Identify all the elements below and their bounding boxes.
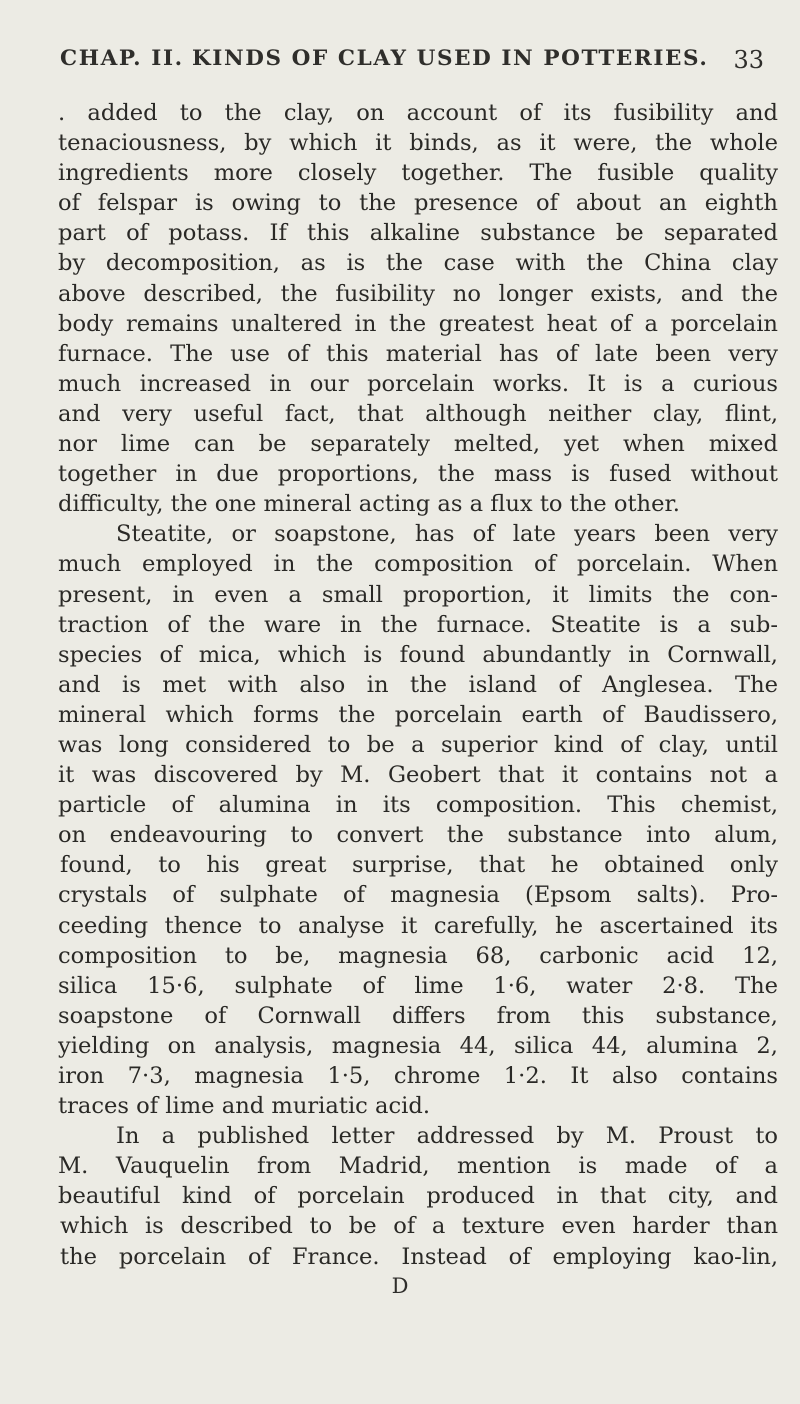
text-line: by decomposition, as is the case with the China clay [58, 250, 778, 277]
text-line: M. Vauquelin from Madrid, mention is made of a [58, 1153, 778, 1180]
chapter-label: CHAP. II. [60, 46, 184, 71]
running-head [60, 46, 770, 86]
page-number: 33 [733, 46, 764, 74]
text-line: furnace. The use of this material has of late been very [58, 340, 778, 367]
text-line: traction of the ware in the furnace. Steatite is a sub- [58, 611, 778, 638]
text-line: . added to the clay, on account of its fusibility and [58, 100, 778, 126]
text-line: of felspar is owing to the presence of about an eighth [58, 190, 778, 217]
text-line: on endeavouring to convert the substance into alum, [58, 822, 778, 849]
text-line: which is described to be of a texture even harder than [60, 1213, 778, 1240]
text-line: yielding on analysis, magnesia 44, silica 44, alumina 2, [58, 1032, 778, 1059]
body-text [58, 98, 778, 1272]
text-line: found, to his great surprise, that he obtained only [60, 852, 778, 879]
text-line: Steatite, or soapstone, has of late years been very [116, 521, 778, 548]
text-line: ceeding thence to analyse it carefully, he ascertained its [58, 912, 778, 939]
text-line: difficulty, the one mineral acting as a flux to the other. [58, 491, 680, 518]
text-line: crystals of sulphate of magnesia (Epsom salts). Pro- [58, 882, 778, 909]
text-line: much employed in the composition of porcelain. When [58, 551, 778, 578]
text-line: present, in even a small proportion, it limits the con- [58, 581, 778, 608]
text-line: traces of lime and muriatic acid. [58, 1093, 431, 1120]
text-line: and very useful fact, that although neither clay, flint, [58, 400, 778, 427]
text-line: together in due proportions, the mass is fused without [58, 461, 778, 488]
text-line: it was discovered by M. Geobert that it contains not a [58, 762, 778, 789]
text-line: mineral which forms the porcelain earth of Baudissero, [58, 701, 778, 728]
text-line: silica 15·6, sulphate of lime 1·6, water 2·8. The [58, 972, 778, 999]
text-line: was long considered to be a superior kind of clay, until [58, 731, 778, 758]
text-line: iron 7·3, magnesia 1·5, chrome 1·2. It also contains [58, 1063, 778, 1089]
signature-mark: D [391, 1274, 409, 1298]
text-line: soapstone of Cornwall differs from this substance, [58, 1002, 778, 1029]
text-line: above described, the fusibility no longer exists, and the [58, 280, 778, 307]
text-line: In a published letter addressed by M. Proust to [116, 1123, 778, 1150]
text-line: nor lime can be separately melted, yet when mixed [58, 431, 778, 458]
text-line: and is met with also in the island of Anglesea. The [58, 671, 778, 698]
text-line: beautiful kind of porcelain produced in that city, and [58, 1183, 778, 1210]
text-line: tenaciousness, by which it binds, as it were, the whole [58, 130, 778, 157]
text-line: ingredients more closely together. The fusible quality [58, 160, 778, 187]
text-line: the porcelain of France. Instead of employing kao-lin, [60, 1243, 778, 1270]
text-line: particle of alumina in its composition. This chemist, [58, 792, 778, 819]
text-line: much increased in our porcelain works. It is a curious [58, 370, 778, 397]
text-line: part of potass. If this alkaline substance be separated [58, 220, 778, 247]
running-title: KINDS OF CLAY USED IN POTTERIES. [192, 46, 709, 71]
text-line: species of mica, which is found abundantly in Cornwall, [58, 641, 778, 668]
text-line: composition to be, magnesia 68, carbonic acid 12, [58, 942, 778, 969]
text-line: body remains unaltered in the greatest heat of a porcelain [58, 310, 778, 337]
